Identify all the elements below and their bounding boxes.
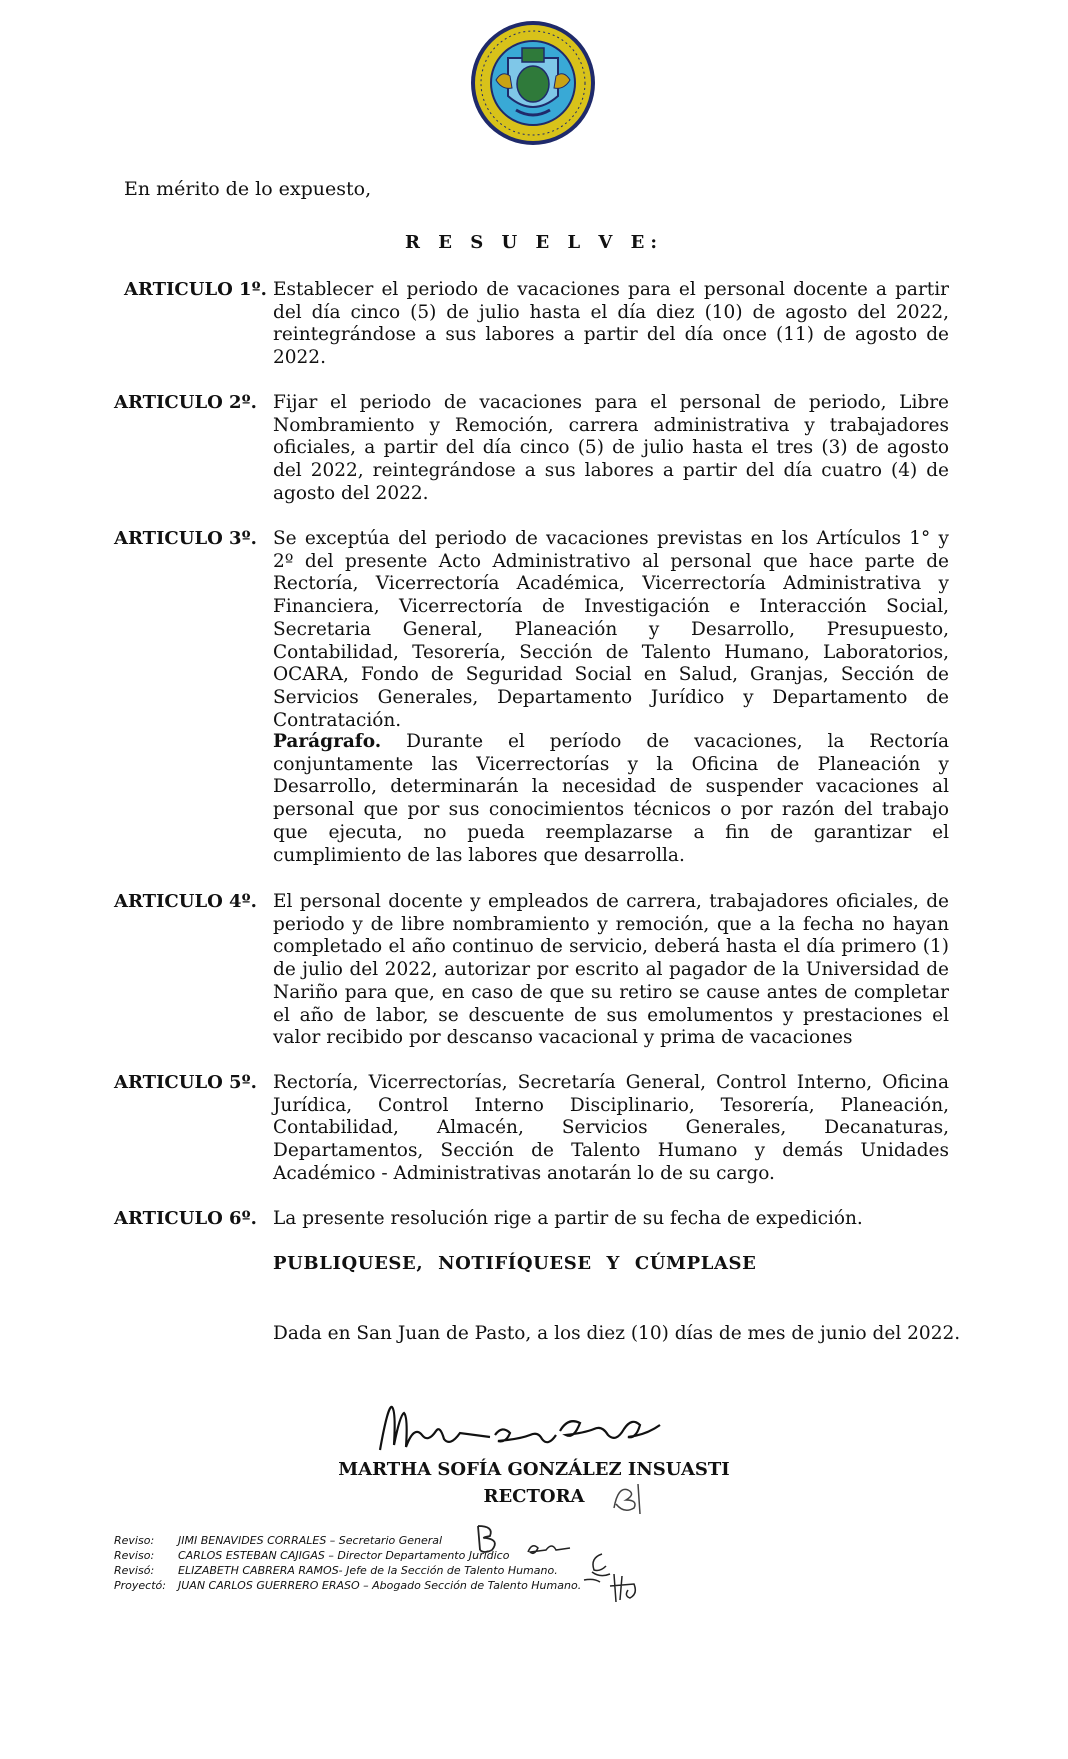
- review-role: Proyectó:: [114, 1579, 166, 1592]
- article-text: La presente resolución rige a partir de su fecha de expedición.: [273, 1208, 863, 1229]
- university-seal-logo: [468, 18, 598, 148]
- article-label: ARTICULO 1º.: [124, 279, 267, 300]
- signer-name: MARTHA SOFÍA GONZÁLEZ INSUASTI: [338, 1459, 730, 1480]
- review-role: Reviso:: [114, 1549, 155, 1562]
- signer-role: RECTORA: [483, 1486, 585, 1507]
- review-list: [114, 1533, 581, 1593]
- review-role: Revisó:: [114, 1564, 155, 1577]
- handwritten-signature: [370, 1395, 670, 1465]
- review-name: ELIZABETH CABRERA RAMOS- Jefe de la Sección de Talento Humano.: [178, 1564, 558, 1577]
- initials-mark: [608, 1478, 648, 1518]
- review-row: [114, 1548, 581, 1563]
- paragraph-body: Durante el período de vacaciones, la Rectoría conjuntamente las Vicerrectorías y la Oficina de Planeación y Desarrollo, determinarán la necesidad de suspender vacaciones al personal que por sus conocimientos técnicos o por razón del trabajo que ejecuta, no pueda reemplazarse a fin de garantizar el cumplimiento de las labores que desarrolla.: [273, 731, 949, 866]
- article-text: Fijar el periodo de vacaciones para el personal de periodo, Libre Nombramiento y Remoción, carrera administrativa y trabajadores oficiales, a partir del día cinco (5) de julio hasta el tres (3) de agosto del 2022, reintegrándose a sus labores a partir del día cuatro (4) de agosto del 2022.: [273, 392, 949, 504]
- review-name: CARLOS ESTEBAN CAJIGAS – Director Departamento Jurídico: [178, 1549, 510, 1562]
- article-label: ARTICULO 6º.: [114, 1208, 257, 1229]
- article-text: Rectoría, Vicerrectorías, Secretaría General, Control Interno, Oficina Jurídica, Control Interno Disciplinario, Tesorería, Planeación, Contabilidad, Almacén, Servicios Generales, Decanaturas, Departamentos, Sección de Talento Humano y demás Unidades Académico - Administrativas anotarán lo de su cargo.: [273, 1072, 949, 1184]
- review-name: JIMI BENAVIDES CORRALES – Secretario General: [178, 1534, 443, 1547]
- paragraph-text: [273, 731, 949, 867]
- review-row: [114, 1578, 581, 1593]
- review-name: JUAN CARLOS GUERRERO ERASO – Abogado Sección de Talento Humano.: [178, 1579, 582, 1592]
- article-label: ARTICULO 2º.: [114, 392, 257, 413]
- resuelve-heading: R E S U E L V E:: [405, 232, 663, 253]
- paragraph-label: Parágrafo.: [273, 731, 382, 752]
- article-text: Se exceptúa del periodo de vacaciones previstas en los Artículos 1° y 2º del presente Acto Administrativo al personal que hace parte de Rectoría, Vicerrectoría Académica, Vicerrectoría Administrativa y Financiera, Vicerrectoría de Investigación e Interacción Social, Secretaria General, Planeación y Desarrollo, Presupuesto, Contabilidad, Tesorería, Sección de Talento Humano, Laboratorios, OCARA, Fondo de Seguridad Social en Salud, Granjas, Sección de Servicios Generales, Departamento Jurídico y Departamento de Contratación.: [273, 528, 949, 731]
- article-label: ARTICULO 4º.: [114, 891, 257, 912]
- review-row: [114, 1533, 581, 1548]
- initials-mark: [604, 1568, 644, 1608]
- article-label: ARTICULO 3º.: [114, 528, 257, 549]
- review-role: Reviso:: [114, 1534, 155, 1547]
- date-place-text: Dada en San Juan de Pasto, a los diez (10) días de mes de junio del 2022.: [273, 1323, 961, 1344]
- article-text: Establecer el periodo de vacaciones para el personal docente a partir del día cinco (5) de julio hasta el día diez (10) de agosto del 2022, reintegrándose a sus labores a partir del día once (11) de agosto de 2022.: [273, 279, 949, 369]
- closing-formula: PUBLIQUESE, NOTIFÍQUESE Y CÚMPLASE: [273, 1253, 757, 1274]
- article-label: ARTICULO 5º.: [114, 1072, 257, 1093]
- intro-text: En mérito de lo expuesto,: [124, 178, 372, 200]
- review-row: [114, 1563, 581, 1578]
- article-text: El personal docente y empleados de carrera, trabajadores oficiales, de periodo y de libre nombramiento y remoción, que a la fecha no hayan completado el año continuo de servicio, deberá hasta el día primero (1) de julio del 2022, autorizar por escrito al pagador de la Universidad de Nariño para que, en caso de que su retiro se cause antes de completar el año de labor, se descuente de sus emolumentos y prestaciones el valor recibido por descanso vacacional y prima de vacaciones: [273, 891, 949, 1049]
